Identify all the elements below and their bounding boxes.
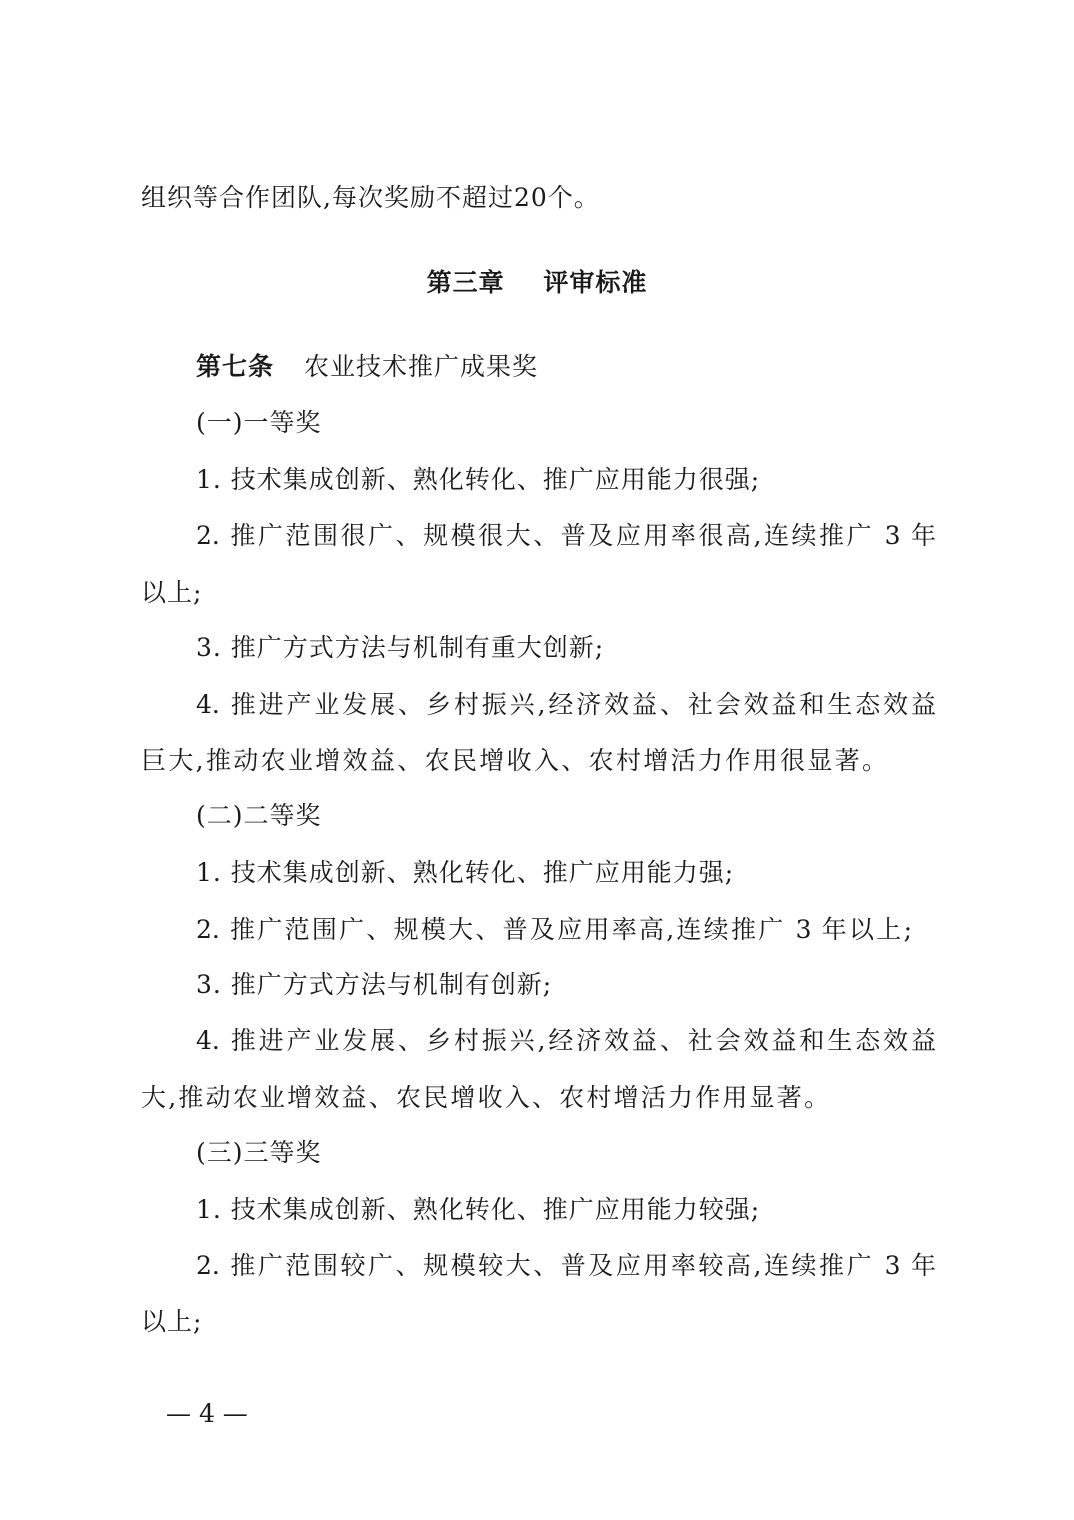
list-item: 2. 推广范围很广、规模很大、普及应用率很高,连续推广 3 年	[196, 521, 936, 550]
list-item: 2. 推广范围较广、规模较大、普及应用率较高,连续推广 3 年	[196, 1251, 936, 1280]
list-item: 3. 推广方式方法与机制有创新;	[196, 970, 553, 999]
article-heading	[196, 350, 538, 384]
grade-heading: (二)二等奖	[196, 801, 322, 830]
grade-heading: (一)一等奖	[196, 408, 322, 437]
grade-heading: (三)三等奖	[196, 1138, 322, 1167]
list-item-continuation: 以上;	[141, 1307, 203, 1336]
list-item-continuation: 大,推动农业增效益、农民增收入、农村增活力作用显著。	[141, 1083, 829, 1112]
list-item: 4. 推进产业发展、乡村振兴,经济效益、社会效益和生态效益	[196, 690, 936, 719]
list-item: 1. 技术集成创新、熟化转化、推广应用能力强;	[196, 858, 735, 887]
list-item: 1. 技术集成创新、熟化转化、推广应用能力较强;	[196, 1195, 761, 1224]
list-item: 1. 技术集成创新、熟化转化、推广应用能力很强;	[196, 465, 761, 494]
article-label: 第七条	[196, 352, 275, 381]
carryover-line: 组织等合作团队,每次奖励不超过20个。	[141, 183, 600, 212]
page-number: — 4 —	[166, 1399, 248, 1428]
list-item: 3. 推广方式方法与机制有重大创新;	[196, 633, 605, 662]
list-item-continuation: 以上;	[141, 578, 203, 607]
chapter-heading: 第三章 评审标准	[426, 268, 648, 297]
list-item: 4. 推进产业发展、乡村振兴,经济效益、社会效益和生态效益	[196, 1026, 936, 1055]
list-item: 2. 推广范围广、规模大、普及应用率高,连续推广 3 年以上;	[196, 915, 912, 944]
article-title: 农业技术推广成果奖	[304, 352, 539, 381]
list-item-continuation: 巨大,推动农业增效益、农民增收入、农村增活力作用很显著。	[141, 746, 887, 775]
